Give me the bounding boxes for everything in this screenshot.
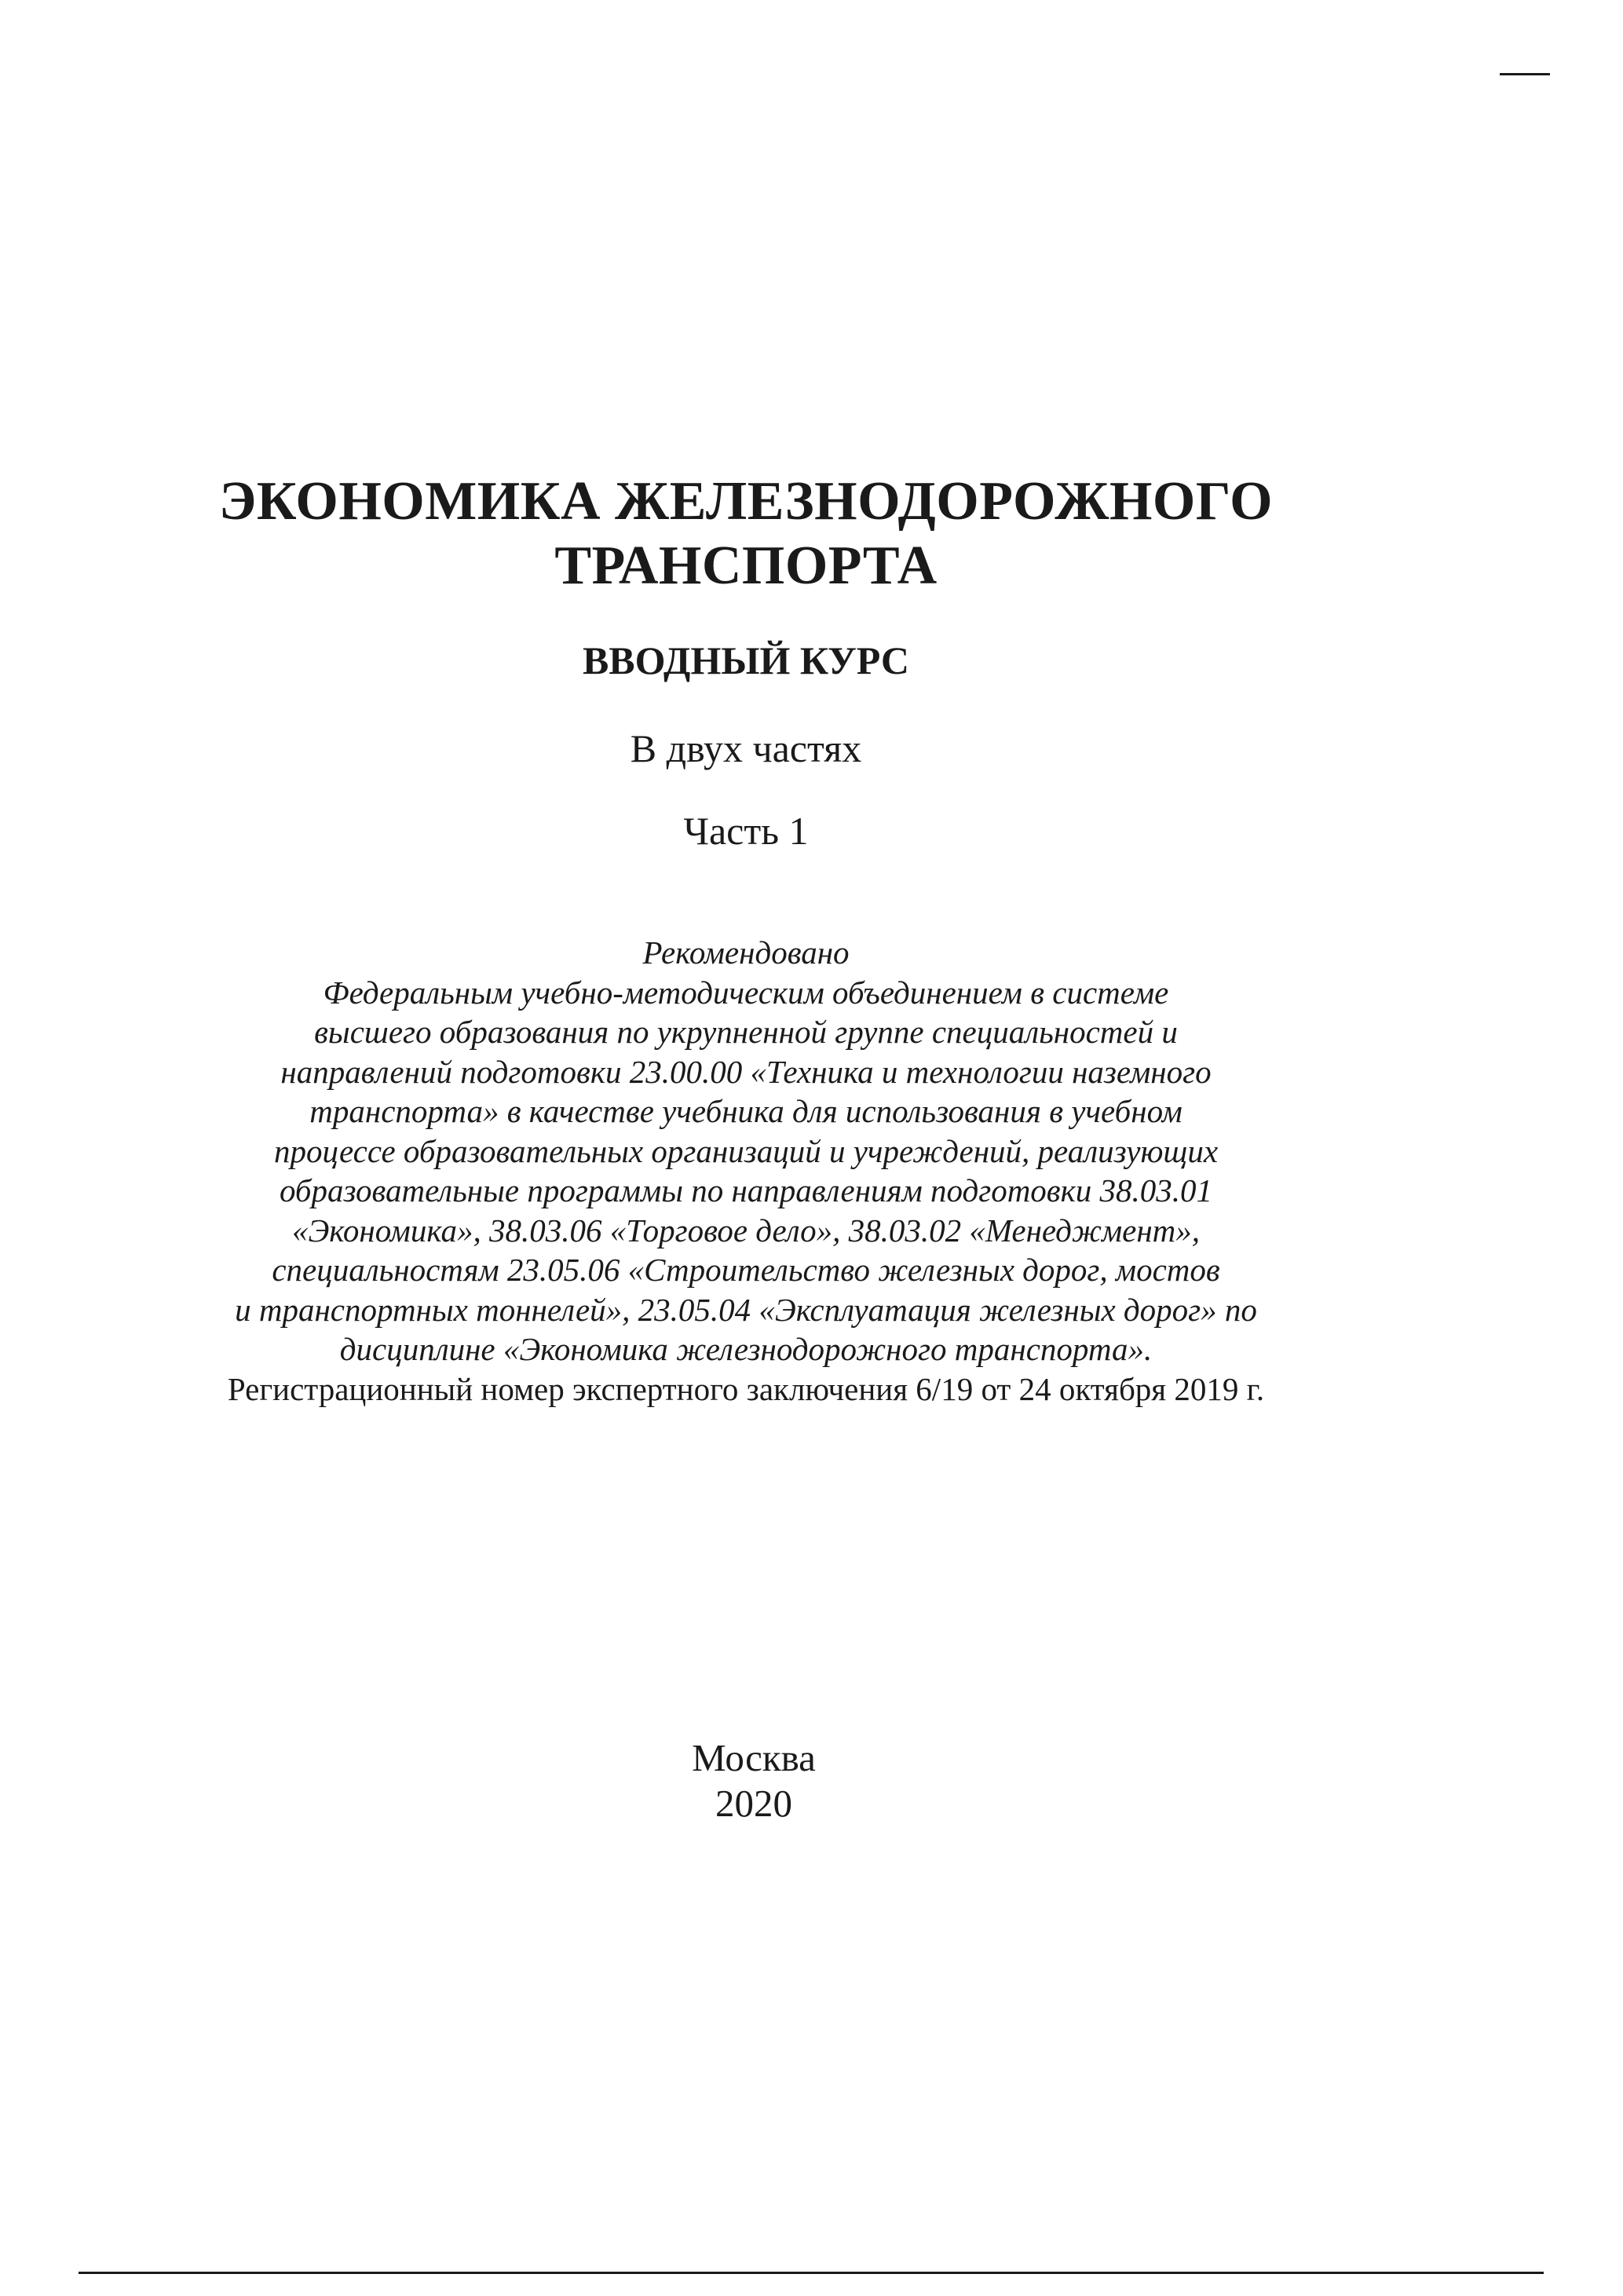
recommendation-heading: Рекомендовано — [642, 934, 850, 971]
recommendation-line: специальностям 23.05.06 «Строительство железных дорог, мостов — [272, 1252, 1220, 1288]
imprint-city: Москва — [692, 1736, 816, 1779]
imprint — [518, 1735, 989, 1826]
recommendation-line: дисциплине «Экономика железнодорожного транспорта». — [339, 1331, 1153, 1367]
corner-mark — [1500, 73, 1550, 75]
parts-note: В двух частях — [630, 726, 862, 770]
imprint-year: 2020 — [715, 1782, 792, 1825]
part-label: Часть 1 — [683, 809, 809, 853]
book-title-line-2: ТРАНСПОРТА — [554, 536, 938, 596]
book-title — [157, 470, 1335, 598]
recommendation-line: Федеральным учебно-методическим объединением в системе — [323, 974, 1169, 1011]
recommendation-line: образовательные программы по направлениям подготовки 38.03.01 — [279, 1172, 1213, 1208]
recommendation-line: процессе образовательных организаций и учреждений, реализующих — [273, 1132, 1219, 1169]
recommendation-line: направлений подготовки 23.00.00 «Техника и технологии наземного — [280, 1053, 1212, 1090]
bottom-rule — [79, 2272, 1544, 2274]
recommendation-block — [118, 933, 1374, 1409]
recommendation-line: высшего образования по укрупненной группе специальностей и — [314, 1014, 1178, 1050]
book-subtitle: ВВОДНЫЙ КУРС — [582, 638, 910, 682]
recommendation-line: транспорта» в качестве учебника для использования в учебном — [309, 1093, 1183, 1129]
recommendation-line: и транспортных тоннелей», 23.05.04 «Эксплуатация железных дорог» по — [235, 1291, 1257, 1328]
book-title-line-1: ЭКОНОМИКА ЖЕЛЕЗНОДОРОЖНОГО — [218, 471, 1274, 532]
registration-number: Регистрационный номер экспертного заключения 6/19 от 24 октября 2019 г. — [227, 1370, 1265, 1407]
recommendation-line: «Экономика», 38.03.06 «Торговое дело», 38.03.02 «Менеджмент», — [291, 1212, 1201, 1249]
